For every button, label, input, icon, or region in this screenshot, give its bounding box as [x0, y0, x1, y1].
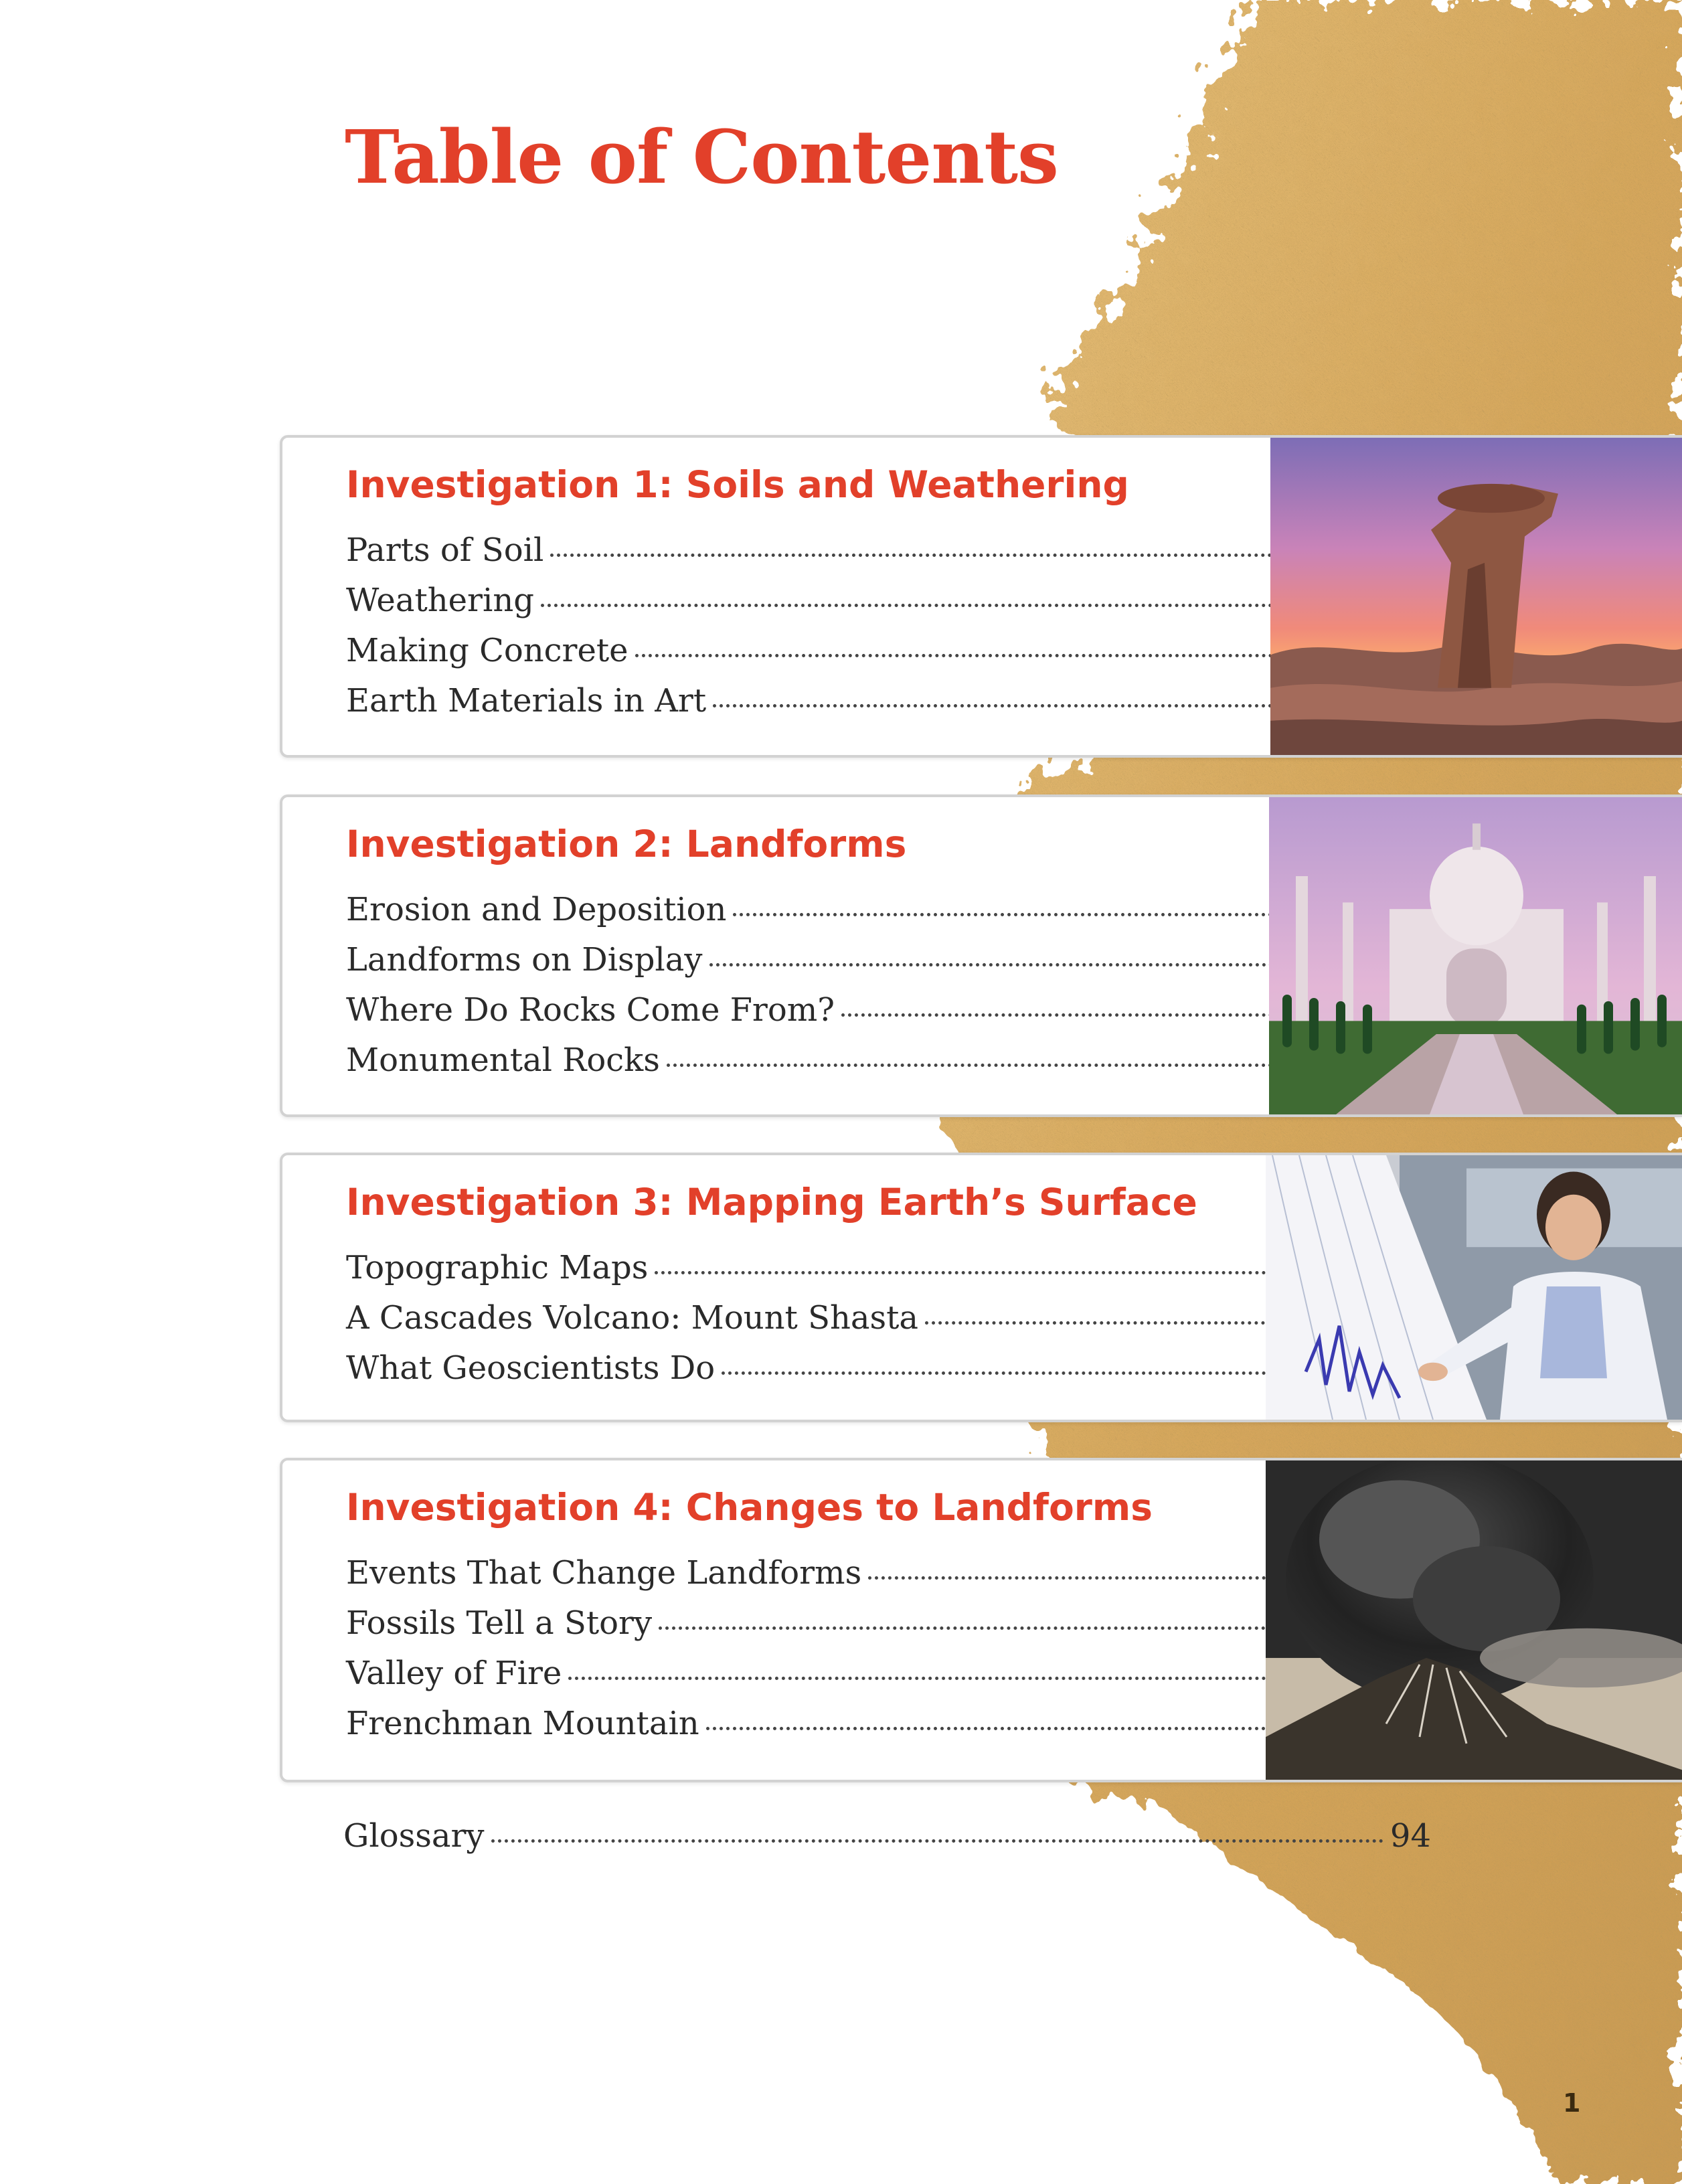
entry-label: Frenchman Mountain — [346, 1705, 699, 1742]
entry-label: Weathering — [346, 582, 534, 619]
page-number: 1 — [1563, 2088, 1581, 2118]
entry-label: Where Do Rocks Come From? — [346, 991, 835, 1029]
entry-label: Parts of Soil — [346, 531, 544, 569]
entry-label: Landforms on Display — [346, 941, 703, 979]
entry-label: Monumental Rocks — [346, 1041, 660, 1079]
geoscientist-photo — [1266, 1155, 1682, 1420]
investigation-2-card — [280, 794, 1682, 1117]
entry-label: Events That Change Landforms — [346, 1554, 862, 1592]
page-title: Table of Contents — [345, 114, 1058, 200]
investigation-heading: Investigation 1: Soils and Weathering — [346, 463, 1129, 506]
hoodoo-photo — [1270, 438, 1682, 755]
glossary-entry[interactable] — [343, 1817, 1431, 1867]
entry-label: Valley of Fire — [346, 1655, 562, 1692]
entry-label: Glossary — [343, 1817, 485, 1855]
entry-label: A Cascades Volcano: Mount Shasta — [346, 1299, 919, 1337]
entry-label: Earth Materials in Art — [346, 682, 707, 720]
taj-mahal-photo — [1269, 797, 1682, 1114]
investigation-3-card — [280, 1153, 1682, 1422]
investigation-heading: Investigation 3: Mapping Earth’s Surface — [346, 1181, 1197, 1224]
dot-leader — [568, 1677, 1386, 1680]
entry-label: Fossils Tell a Story — [346, 1604, 653, 1642]
investigation-heading: Investigation 2: Landforms — [346, 823, 907, 865]
investigation-1-card — [280, 435, 1682, 758]
entry-label: Making Concrete — [346, 632, 628, 669]
volcano-photo — [1266, 1460, 1682, 1780]
entry-label: What Geoscientists Do — [346, 1349, 716, 1387]
entry-label: Erosion and Deposition — [346, 891, 727, 928]
investigation-heading: Investigation 4: Changes to Landforms — [346, 1486, 1153, 1529]
investigation-4-card — [280, 1458, 1682, 1782]
entry-page: 94 — [1390, 1817, 1431, 1855]
dot-leader — [491, 1839, 1383, 1843]
entry-label: Topographic Maps — [346, 1249, 649, 1286]
